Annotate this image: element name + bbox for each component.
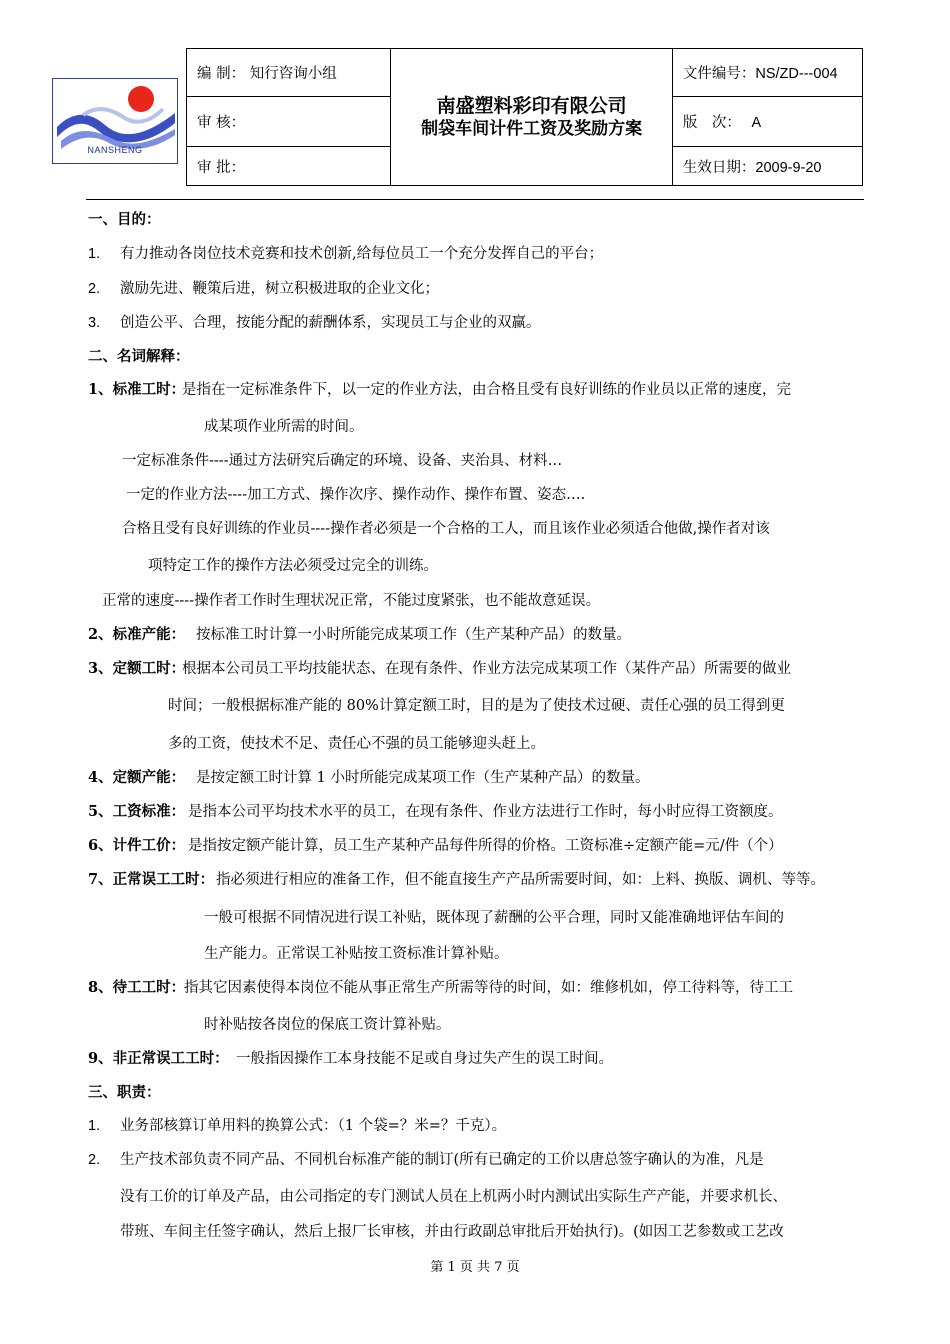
document-title: 制袋车间计件工资及奖励方案 <box>421 119 643 139</box>
page-number: 第 1 页 共 7 页 <box>430 1260 520 1275</box>
section-duties-title: 三、职责： <box>88 1084 161 1101</box>
term-standard-capacity: 2、标准产能： <box>88 626 186 643</box>
term-piece-rate-text: 是指按定额产能计算，员工生产某种产品每件所得的价格。工资标准÷定额产能=元/件（个） <box>188 838 783 854</box>
purpose-item-number: 2. <box>88 281 101 297</box>
approve-cell <box>187 147 391 186</box>
term-quota-time-text: 根据本公司员工平均技能状态、在现有条件、作业方法完成某项工作（某件产品）所需要的做业 <box>182 661 791 677</box>
purpose-item-text: 激励先进、鞭策后进，树立积极进取的企业文化； <box>120 281 439 297</box>
purpose-item-number: 3. <box>88 315 101 331</box>
docno-label: 文件编号： <box>682 66 756 82</box>
term-quota-capacity: 4、定额产能： <box>88 769 186 786</box>
section-purpose-title: 一、目的： <box>88 211 161 228</box>
term-quota-time: 3、定额工时： <box>88 660 186 677</box>
term-normal-delay: 7、正常误工工时： <box>88 871 215 888</box>
term-standard-time-sub: 合格且受有良好训练的作业员----操作者必须是一个合格的工人，而且该作业必须适合他做,操作者对该 <box>122 521 770 537</box>
purpose-item-text: 有力推动各岗位技术竞赛和技术创新,给每位员工一个充分发挥自己的平台； <box>120 246 604 262</box>
term-standard-time-sub: 一定标准条件----通过方法研究后确定的环境、设备、夹治具、材料… <box>122 453 563 469</box>
duty-item-number: 2. <box>88 1152 101 1168</box>
term-standard-time-sub: 正常的速度----操作者工作时生理状况正常，不能过度紧张，也不能故意延误。 <box>102 593 601 609</box>
term-standard-time-text: 是指在一定标准条件下，以一定的作业方法，由合格且受有良好训练的作业员以正常的速度，完 <box>182 382 791 398</box>
term-quota-capacity-text: 是按定额工时计算 1 小时所能完成某项工作（生产某种产品）的数量。 <box>196 770 650 786</box>
document-header-table <box>186 48 863 186</box>
review-cell <box>187 97 391 147</box>
term-standard-capacity-text: 按标准工时计算一小时所能完成某项工作（生产某种产品）的数量。 <box>196 627 631 643</box>
term-normal-delay-text: 一般可根据不同情况进行误工补贴，既体现了薪酬的公平合理，同时又能准确地评估车间的 <box>204 910 784 926</box>
prepared-label: 编 制： <box>197 66 246 82</box>
term-standard-time-sub: 一定的作业方法----加工方式、操作次序、操作动作、操作布置、姿态…. <box>126 487 586 503</box>
effective-value: 2009-9-20 <box>755 159 822 176</box>
purpose-item-text: 创造公平、合理，按能分配的薪酬体系，实现员工与企业的双赢。 <box>120 315 541 331</box>
prepared-cell <box>187 49 391 97</box>
review-label: 审 核： <box>197 115 246 131</box>
effective-label: 生效日期： <box>682 159 756 176</box>
title-cell <box>391 49 673 186</box>
prepared-value: 知行咨询小组 <box>249 66 337 82</box>
effective-cell <box>672 147 862 186</box>
duty-item-text: 没有工价的订单及产品，由公司指定的专门测试人员在上机两小时内测试出实际生产产能，并要求机长、 <box>120 1189 787 1205</box>
term-normal-delay-text: 指必须进行相应的准备工作，但不能直接生产产品所需要时间，如：上料、换版、调机、等等。 <box>216 872 825 888</box>
duty-item-text: 带班、车间主任签字确认，然后上报厂长审核，并由行政副总审批后开始执行)。(如因工艺参数或工艺改 <box>120 1224 784 1240</box>
company-logo <box>52 78 178 164</box>
version-value: A <box>751 115 762 131</box>
term-waiting-time-text: 指其它因素使得本岗位不能从事正常生产所需等待的时间，如：维修机如，停工待料等，待工工 <box>184 980 793 996</box>
section-terms-title: 二、名词解释： <box>88 348 190 365</box>
term-standard-time-sub: 项特定工作的操作方法必须受过完全的训练。 <box>148 558 438 574</box>
docno-value: NS/ZD---004 <box>755 66 838 82</box>
version-cell <box>672 97 862 147</box>
docno-cell <box>672 49 862 97</box>
term-standard-time-text: 成某项作业所需的时间。 <box>204 419 364 435</box>
duty-item-text: 业务部核算订单用料的换算公式：（1 个袋=？米=？千克）。 <box>120 1118 507 1134</box>
term-normal-delay-text: 生产能力。正常误工补贴按工资标准计算补贴。 <box>204 946 509 962</box>
company-name: 南盛塑料彩印有限公司 <box>436 95 627 117</box>
approve-label: 审 批： <box>197 159 246 176</box>
logo-text: NANSHENG <box>87 145 143 155</box>
term-standard-time: 1、标准工时： <box>88 381 186 398</box>
term-quota-time-text: 多的工资，使技术不足、责任心不强的员工能够迎头赶上。 <box>168 736 545 752</box>
term-waiting-time-text: 时补贴按各岗位的保底工资计算补贴。 <box>204 1017 451 1033</box>
term-waiting-time: 8、待工工时： <box>88 979 186 996</box>
term-wage-standard: 5、工资标准： <box>88 803 186 820</box>
term-piece-rate: 6、计件工价： <box>88 837 186 854</box>
purpose-item-number: 1. <box>88 246 101 262</box>
term-abnormal-delay-text: 一般指因操作工本身技能不足或自身过失产生的误工时间。 <box>236 1051 613 1067</box>
header-divider <box>86 199 864 200</box>
duty-item-text: 生产技术部负责不同产品、不同机台标准产能的制订(所有已确定的工价以唐总签字确认的为准，凡是 <box>120 1152 764 1168</box>
version-label: 版 次： <box>682 115 741 131</box>
term-quota-time-text: 时间；一般根据标准产能的 80%计算定额工时，目的是为了使技术过硬、责任心强的员工得到更 <box>168 698 785 714</box>
duty-item-number: 1. <box>88 1118 101 1134</box>
term-wage-standard-text: 是指本公司平均技术水平的员工，在现有条件、作业方法进行工作时，每小时应得工资额度。 <box>188 804 783 820</box>
term-abnormal-delay: 9、非正常误工工时： <box>88 1050 229 1067</box>
